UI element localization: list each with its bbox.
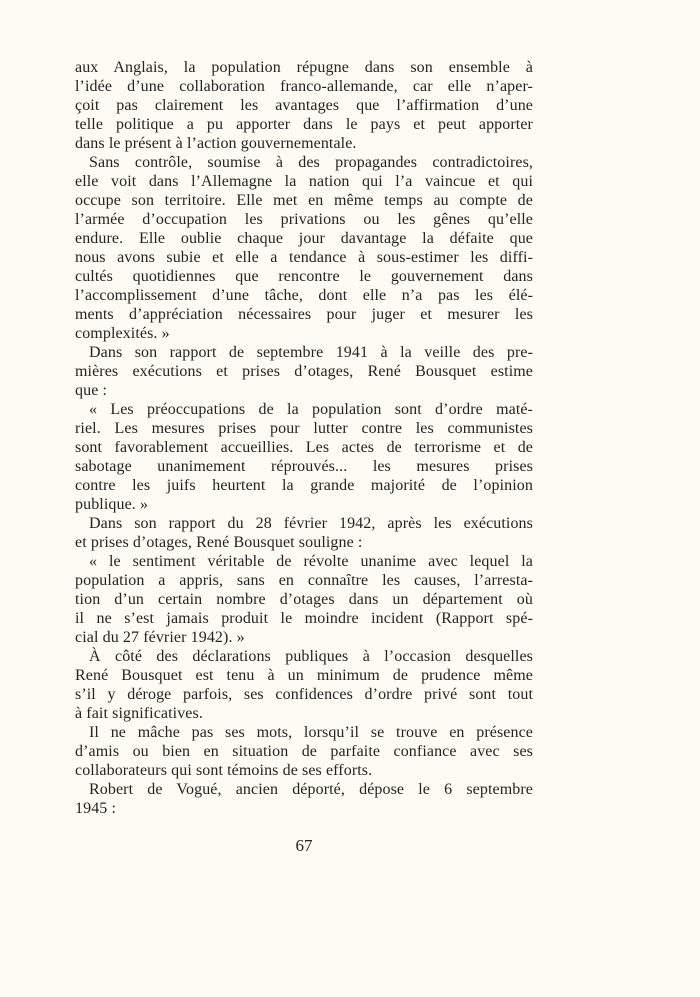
- text-line: publique. »: [75, 496, 149, 513]
- text-line: il ne s’est jamais produit le moindre incident (Rapport spé-: [75, 610, 533, 627]
- text-line: s’il y déroge parfois, ses confidences d’ordre privé sont tout: [75, 686, 533, 703]
- text-line: elle voit dans l’Allemagne la nation qui l’a vaincue et qui: [75, 173, 533, 190]
- text-line: cultés quotidiennes que rencontre le gouvernement dans: [75, 268, 533, 285]
- text-line: à fait significatives.: [75, 705, 203, 722]
- text-line: l’armée d’occupation les privations ou les gênes qu’elle: [75, 211, 533, 228]
- text-line: population a appris, sans en connaître les causes, l’arresta-: [75, 572, 533, 589]
- text-line: 1945 :: [75, 800, 117, 817]
- text-line: cial du 27 février 1942). »: [75, 629, 245, 646]
- text-line: sont favorablement accueillies. Les actes de terrorisme et de: [75, 439, 533, 456]
- text-line: occupe son territoire. Elle met en même temps au compte de: [75, 192, 533, 209]
- text-line: d’amis ou bien en situation de parfaite confiance avec ses: [75, 743, 533, 760]
- text-line: ments d’appréciation nécessaires pour juger et mesurer les: [75, 306, 533, 323]
- text-line: René Bousquet est tenu à un minimum de prudence même: [75, 667, 533, 684]
- text-line: « le sentiment véritable de révolte unanime avec lequel la: [89, 553, 533, 570]
- text-line: contre les juifs heurtent la grande majorité de l’opinion: [75, 477, 533, 494]
- paragraph: [75, 780, 533, 818]
- text-line: que :: [75, 382, 108, 399]
- text-line: sabotage unanimement réprouvés... les mesures prises: [75, 458, 533, 475]
- text-line: telle politique a pu apporter dans le pays et peut apporter: [75, 116, 533, 133]
- text-line: nous avons subie et elle a tendance à sous-estimer les diffi-: [75, 249, 533, 266]
- paragraph: [75, 647, 533, 723]
- text-line: endure. Elle oublie chaque jour davantage la défaite que: [75, 230, 533, 247]
- paragraph: [75, 514, 533, 552]
- text-line: Il ne mâche pas ses mots, lorsqu’il se trouve en présence: [89, 724, 533, 741]
- text-line: l’idée d’une collaboration franco-allemande, car elle n’aper-: [75, 78, 533, 95]
- text-line: Sans contrôle, soumise à des propagandes contradictoires,: [89, 154, 533, 171]
- text-line: çoit pas clairement les avantages que l’affirmation d’une: [75, 97, 533, 114]
- paragraph: [75, 58, 533, 153]
- paragraph: [75, 153, 533, 343]
- text-line: et prises d’otages, René Bousquet souligne :: [75, 534, 363, 551]
- text-line: dans le présent à l’action gouvernementale.: [75, 135, 357, 152]
- paragraph: [75, 400, 533, 514]
- text-line: l’accomplissement d’une tâche, dont elle n’a pas les élé-: [75, 287, 533, 304]
- text-line: tion d’un certain nombre d’otages dans un département où: [75, 591, 533, 608]
- text-block: [75, 58, 533, 818]
- text-line: aux Anglais, la population répugne dans son ensemble à: [75, 59, 533, 76]
- text-line: riel. Les mesures prises pour lutter contre les communistes: [75, 420, 533, 437]
- paragraph: [75, 552, 533, 647]
- paragraph: [75, 723, 533, 780]
- text-line: mières exécutions et prises d’otages, René Bousquet estime: [75, 363, 533, 380]
- text-line: À côté des déclarations publiques à l’occasion desquelles: [89, 648, 533, 665]
- paragraph: [75, 343, 533, 400]
- text-line: Dans son rapport du 28 février 1942, après les exécutions: [89, 515, 533, 532]
- text-line: Dans son rapport de septembre 1941 à la veille des pre-: [89, 344, 533, 361]
- text-line: Robert de Vogué, ancien déporté, dépose le 6 septembre: [89, 781, 533, 798]
- text-line: « Les préoccupations de la population sont d’ordre maté-: [89, 401, 533, 418]
- text-line: collaborateurs qui sont témoins de ses efforts.: [75, 762, 373, 779]
- text-line: complexités. »: [75, 325, 170, 342]
- page-number: 67: [295, 836, 313, 855]
